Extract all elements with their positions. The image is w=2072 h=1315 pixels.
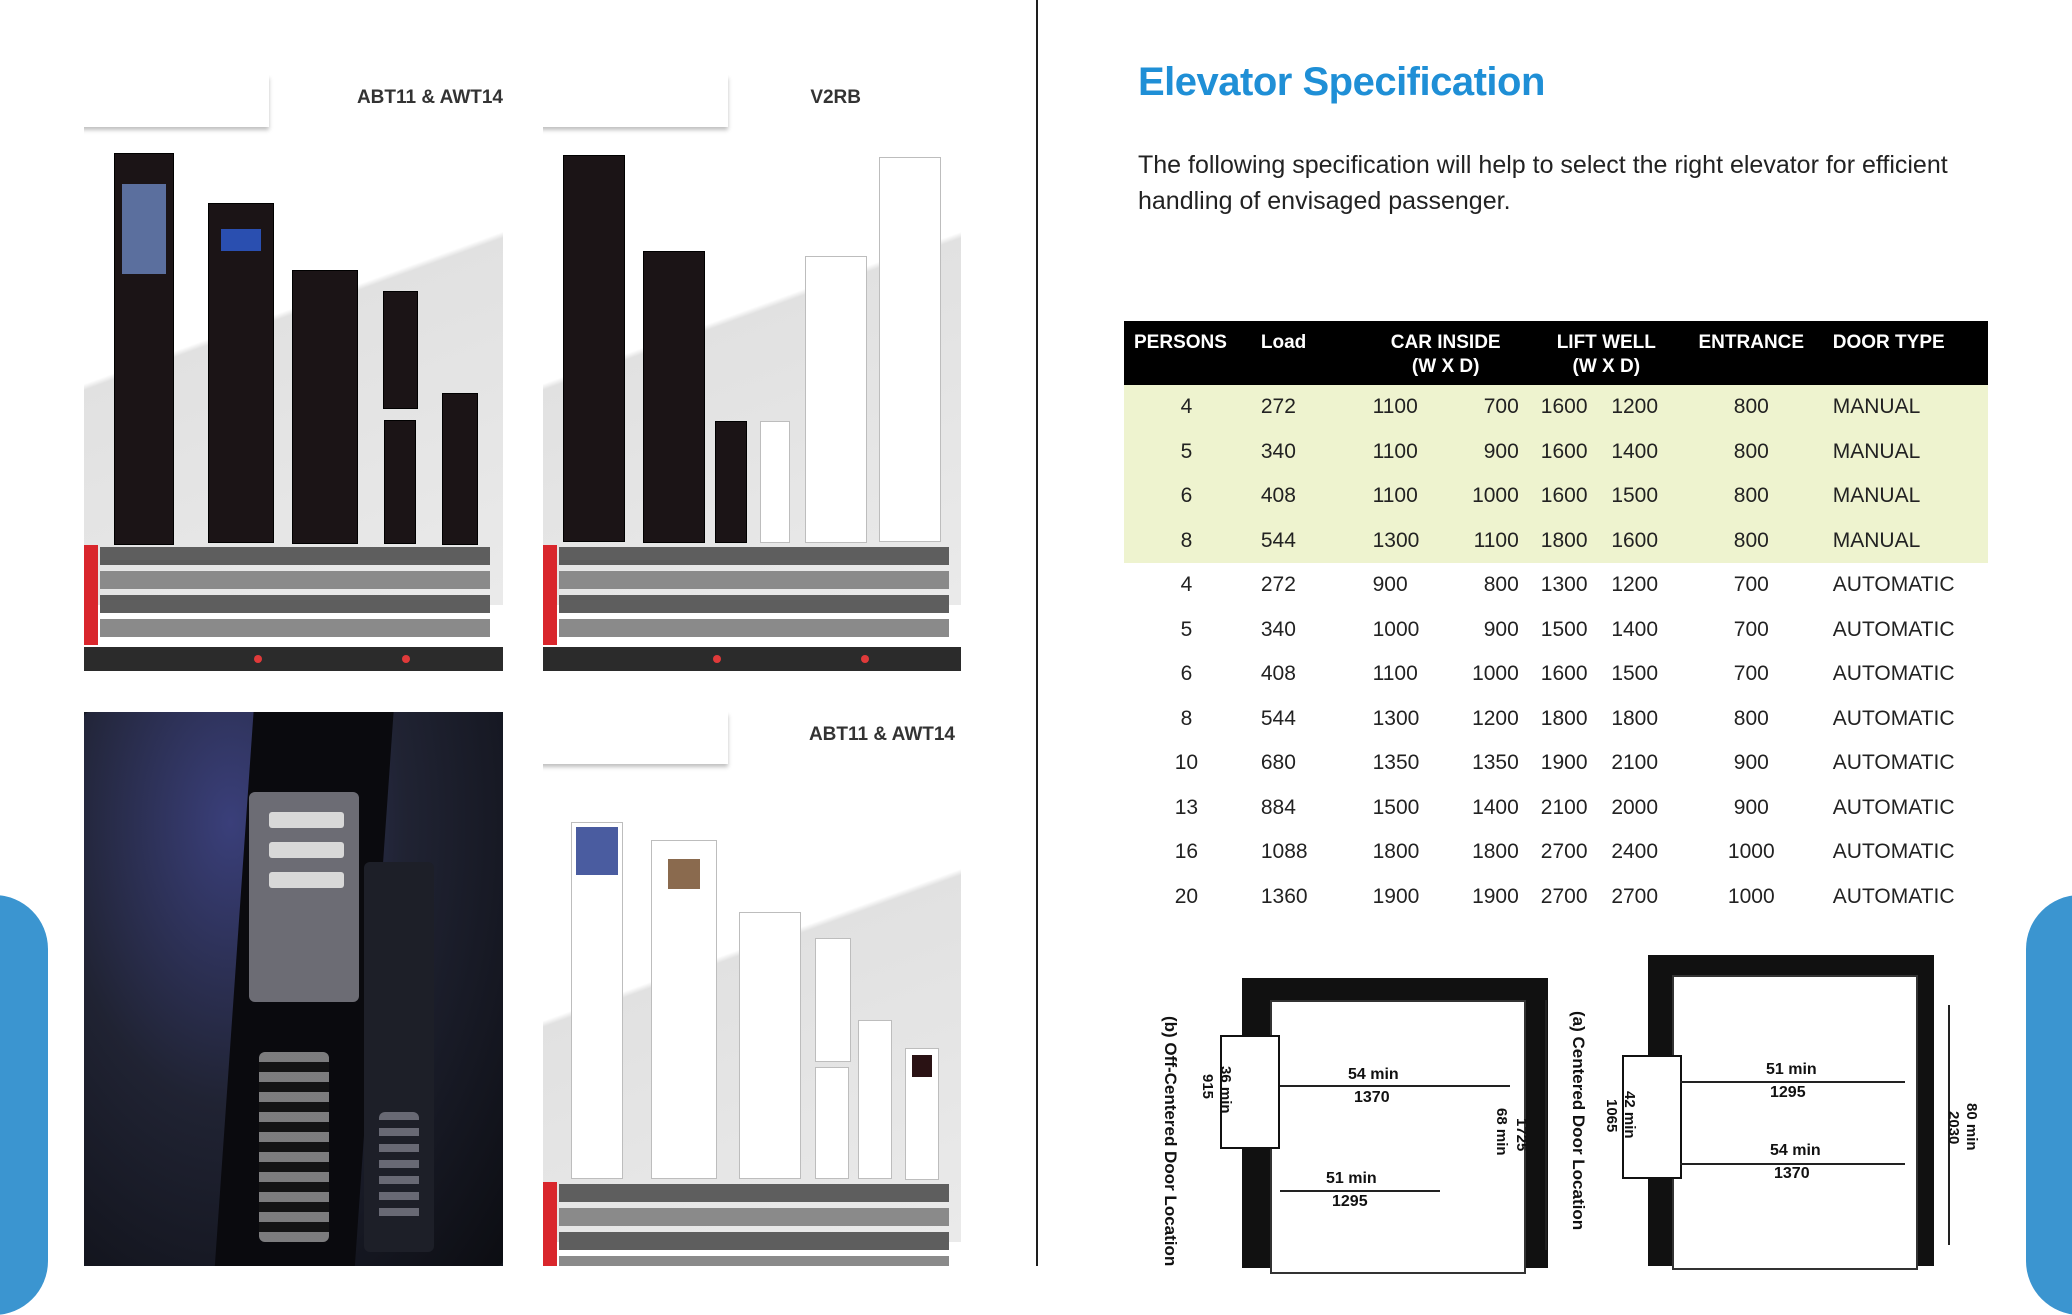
cell-car-width: 1300 [1361, 519, 1444, 564]
cell-car-depth: 1800 [1443, 830, 1531, 875]
table-header-row [1124, 321, 1988, 385]
cell-persons: 8 [1124, 519, 1249, 564]
specifications-side-bar [543, 1182, 557, 1266]
cell-car-width: 1300 [1361, 697, 1444, 742]
cell-car-depth: 1900 [1443, 875, 1531, 920]
cell-well-width: 1600 [1531, 652, 1612, 697]
cell-door-type: AUTOMATIC [1821, 830, 1988, 875]
cell-car-width: 1350 [1361, 741, 1444, 786]
cell-well-width: 1900 [1531, 741, 1612, 786]
cell-well-width: 1600 [1531, 385, 1612, 430]
cell-load: 1088 [1249, 830, 1361, 875]
table-row [1124, 652, 1988, 697]
dim-text: 1725 [1513, 1118, 1530, 1152]
catalogue-thumbnail-top-right [543, 75, 961, 671]
table-row [1124, 608, 1988, 653]
cell-persons: 4 [1124, 563, 1249, 608]
cell-well-depth: 1200 [1611, 385, 1681, 430]
cell-door-type: AUTOMATIC [1821, 652, 1988, 697]
cop-panel-image [879, 157, 941, 542]
cell-car-depth: 900 [1443, 608, 1531, 653]
elevator-panel-photo [84, 712, 503, 1266]
dimension-line [1545, 1000, 1547, 1250]
catalogue-title: ABT11 & AWT14 [808, 724, 955, 745]
cell-load: 884 [1249, 786, 1361, 831]
cell-well-depth: 2400 [1611, 830, 1681, 875]
page-title: Elevator Specification [1138, 60, 1545, 104]
cell-car-depth: 1100 [1443, 519, 1531, 564]
cell-car-depth: 700 [1443, 385, 1531, 430]
cell-door-type: MANUAL [1821, 385, 1988, 430]
cell-well-width: 1600 [1531, 474, 1612, 519]
cop-panel-image [571, 822, 623, 1179]
cell-well-depth: 1400 [1611, 608, 1681, 653]
dimension-line [1280, 1190, 1440, 1192]
dim-text: 1370 [1354, 1089, 1390, 1106]
catalogue-thumbnail-bottom-right [543, 712, 961, 1266]
cell-persons: 10 [1124, 741, 1249, 786]
table-row [1124, 474, 1988, 519]
cell-car-width: 1800 [1361, 830, 1444, 875]
cell-well-width: 2700 [1531, 830, 1612, 875]
specifications-bands [100, 547, 490, 643]
dim-text: 1295 [1770, 1084, 1806, 1101]
cell-car-depth: 1000 [1443, 652, 1531, 697]
cell-load: 272 [1249, 563, 1361, 608]
cell-well-width: 2100 [1531, 786, 1612, 831]
cell-car-depth: 800 [1443, 563, 1531, 608]
cell-well-depth: 1500 [1611, 474, 1681, 519]
catalogue-label-tab [84, 75, 269, 127]
cell-door-type: AUTOMATIC [1821, 786, 1988, 831]
cell-entrance: 1000 [1682, 830, 1821, 875]
cell-door-type: MANUAL [1821, 430, 1988, 475]
lop-panel-image [815, 938, 851, 1062]
cell-well-width: 2700 [1531, 875, 1612, 920]
cell-entrance: 700 [1682, 608, 1821, 653]
table-row [1124, 697, 1988, 742]
cell-car-depth: 1000 [1443, 474, 1531, 519]
cell-well-depth: 1200 [1611, 563, 1681, 608]
cell-car-width: 1500 [1361, 786, 1444, 831]
cell-well-width: 1300 [1531, 563, 1612, 608]
dimension-line [1280, 1085, 1510, 1087]
cop-panel-image [208, 203, 274, 543]
cell-persons: 6 [1124, 474, 1249, 519]
cop-panel-image [114, 153, 174, 545]
specifications-side-bar [543, 545, 557, 645]
cell-car-depth: 900 [1443, 430, 1531, 475]
dim-text: 54 min [1770, 1142, 1821, 1159]
dim-text: 2030 [1945, 1111, 1962, 1145]
dim-text: 51 min [1766, 1061, 1817, 1078]
page-divider [1036, 0, 1038, 1266]
specifications-side-bar [84, 545, 98, 645]
header-door-type: DOOR TYPE [1821, 321, 1988, 385]
diagram-off-centered-door [1150, 950, 1610, 1266]
cop-panel-image [805, 256, 867, 543]
table-row [1124, 385, 1988, 430]
dim-text: 36 min [1217, 1066, 1234, 1114]
cell-door-type: AUTOMATIC [1821, 875, 1988, 920]
header-load: Load [1249, 321, 1361, 385]
cell-well-width: 1600 [1531, 430, 1612, 475]
cell-persons: 16 [1124, 830, 1249, 875]
lop-panel-image [760, 421, 790, 543]
dim-text: 51 min [1326, 1170, 1377, 1187]
lop-panel-image [383, 291, 418, 409]
lop-panel-image [858, 1020, 892, 1179]
cell-entrance: 1000 [1682, 875, 1821, 920]
header-lift-well-sub: (W X D) [1572, 356, 1641, 377]
cop-panel-image [563, 155, 625, 542]
cell-load: 544 [1249, 519, 1361, 564]
cell-entrance: 800 [1682, 385, 1821, 430]
cell-car-depth: 1400 [1443, 786, 1531, 831]
cop-panel-image [292, 270, 358, 544]
cell-door-type: AUTOMATIC [1821, 563, 1988, 608]
lop-panel-image [442, 393, 478, 545]
cell-well-depth: 2100 [1611, 741, 1681, 786]
dimension-line [1680, 1081, 1905, 1083]
header-car-inside-sub: (W X D) [1411, 356, 1480, 377]
lop-panel-image [905, 1048, 939, 1180]
car-outline [1270, 1000, 1526, 1274]
cell-car-width: 1100 [1361, 430, 1444, 475]
cell-car-width: 900 [1361, 563, 1444, 608]
cop-panel-image [643, 251, 705, 543]
cell-entrance: 700 [1682, 563, 1821, 608]
dim-text: 915 [1199, 1074, 1216, 1100]
lop-panel-image [384, 420, 416, 544]
header-entrance: ENTRANCE [1682, 321, 1821, 385]
cell-entrance: 700 [1682, 652, 1821, 697]
header-lift-well [1531, 321, 1682, 385]
cell-car-width: 1900 [1361, 875, 1444, 920]
cell-door-type: MANUAL [1821, 519, 1988, 564]
lop-panel-image [715, 421, 747, 543]
header-persons: PERSONS [1124, 321, 1249, 385]
cell-load: 340 [1249, 430, 1361, 475]
cell-well-depth: 1800 [1611, 697, 1681, 742]
dim-text: 1370 [1774, 1165, 1810, 1182]
cell-car-width: 1100 [1361, 385, 1444, 430]
cell-persons: 6 [1124, 652, 1249, 697]
cell-persons: 13 [1124, 786, 1249, 831]
car-outline [1672, 975, 1918, 1270]
cell-persons: 8 [1124, 697, 1249, 742]
cell-entrance: 800 [1682, 697, 1821, 742]
table-body [1124, 385, 1988, 919]
cell-entrance: 800 [1682, 474, 1821, 519]
catalogue-label-tab [543, 712, 728, 764]
cell-load: 1360 [1249, 875, 1361, 920]
diagram-label: (a) Centered Door Location [1569, 1011, 1588, 1231]
cell-entrance: 800 [1682, 519, 1821, 564]
dim-text: 80 min [1963, 1103, 1980, 1151]
cell-well-width: 1800 [1531, 519, 1612, 564]
cell-entrance: 900 [1682, 741, 1821, 786]
cell-persons: 20 [1124, 875, 1249, 920]
cell-well-depth: 2000 [1611, 786, 1681, 831]
header-car-inside-label: CAR INSIDE [1390, 332, 1501, 353]
lop-panel-image [815, 1067, 849, 1179]
cell-car-depth: 1200 [1443, 697, 1531, 742]
cell-car-width: 1100 [1361, 652, 1444, 697]
table-row [1124, 519, 1988, 564]
cell-door-type: AUTOMATIC [1821, 697, 1988, 742]
cell-well-depth: 2700 [1611, 875, 1681, 920]
catalogue-title: ABT11 & AWT14 [356, 87, 503, 108]
specifications-bands [559, 547, 949, 643]
cell-persons: 5 [1124, 430, 1249, 475]
cop-panel-image [739, 912, 801, 1179]
cell-persons: 4 [1124, 385, 1249, 430]
elevator-spec-table [1124, 321, 1988, 919]
header-lift-well-label: LIFT WELL [1556, 332, 1656, 353]
dim-text: 54 min [1348, 1066, 1399, 1083]
cell-load: 408 [1249, 652, 1361, 697]
table-row [1124, 563, 1988, 608]
cell-car-width: 1000 [1361, 608, 1444, 653]
cell-persons: 5 [1124, 608, 1249, 653]
cell-car-width: 1100 [1361, 474, 1444, 519]
cell-door-type: AUTOMATIC [1821, 608, 1988, 653]
right-page-tab [2026, 895, 2072, 1315]
cell-well-width: 1800 [1531, 697, 1612, 742]
cell-load: 272 [1249, 385, 1361, 430]
cell-load: 408 [1249, 474, 1361, 519]
cell-well-depth: 1600 [1611, 519, 1681, 564]
dim-text: 42 min [1621, 1091, 1638, 1139]
left-page-tab [0, 895, 48, 1315]
dim-text: 68 min [1493, 1108, 1510, 1156]
table-row [1124, 741, 1988, 786]
diagram-label: (b) Off-Centered Door Location [1161, 1016, 1180, 1267]
table-row [1124, 786, 1988, 831]
cell-entrance: 800 [1682, 430, 1821, 475]
cell-load: 544 [1249, 697, 1361, 742]
cell-well-depth: 1400 [1611, 430, 1681, 475]
cop-panel-image [651, 840, 717, 1179]
cell-entrance: 900 [1682, 786, 1821, 831]
cell-load: 340 [1249, 608, 1361, 653]
cell-door-type: MANUAL [1821, 474, 1988, 519]
cell-door-type: AUTOMATIC [1821, 741, 1988, 786]
catalogue-thumbnail-top-left [84, 75, 503, 671]
catalogue-title: V2RB [810, 87, 861, 108]
cell-well-depth: 1500 [1611, 652, 1681, 697]
table-row [1124, 875, 1988, 920]
catalogue-label-tab [543, 75, 728, 127]
table-row [1124, 430, 1988, 475]
cell-well-width: 1500 [1531, 608, 1612, 653]
header-car-inside [1361, 321, 1531, 385]
dim-text: 1295 [1332, 1193, 1368, 1210]
intro-paragraph: The following specification will help to select the right elevator for efficient handling of envisaged passenger. [1138, 151, 1948, 215]
specifications-bands [559, 1184, 949, 1266]
cell-car-depth: 1350 [1443, 741, 1531, 786]
cell-load: 680 [1249, 741, 1361, 786]
diagram-centered-door [1560, 945, 2020, 1266]
dim-text: 1065 [1603, 1099, 1620, 1133]
catalogue-footer [543, 647, 961, 671]
table-row [1124, 830, 1988, 875]
catalogue-footer [84, 647, 503, 671]
